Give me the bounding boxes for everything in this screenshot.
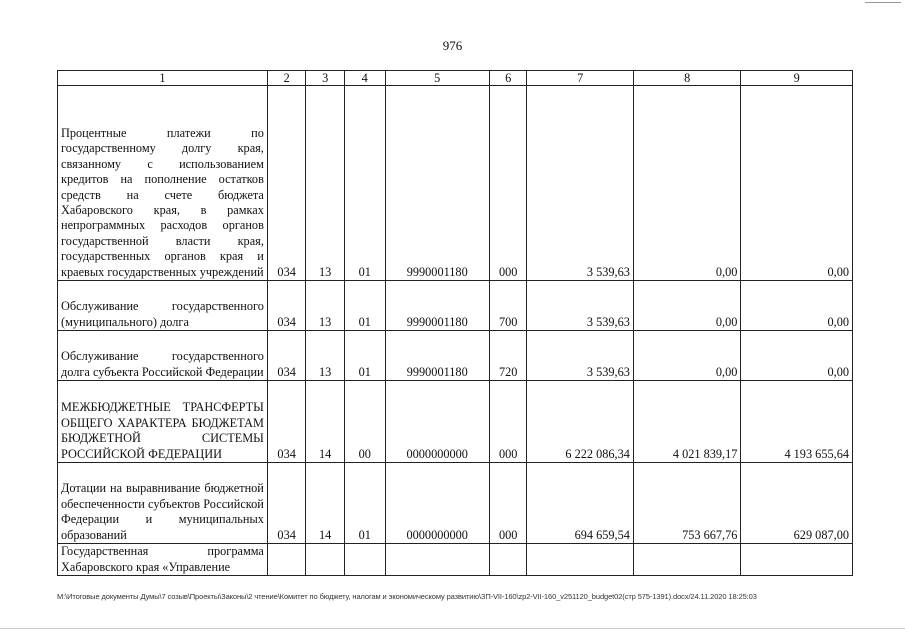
cell-subsection: 01 [344,281,385,331]
table-row [58,86,853,281]
cell-target-article: 9990001180 [385,281,489,331]
cell-subsection: 00 [344,381,385,463]
table-row [58,281,853,331]
row-name: Дотации на выравнивание бюджетной обеспеченности субъектов Российской Федерации и муниципальных образований [58,463,268,544]
file-path-footer: M:\Итоговые документы Думы\7 созыв\Проекты\Законы\2 чтение\Комитет по бюджету, налогам и экономическому развитию\ЗП-VII-160\zp2-VII-160_v251120_budget02(стр 575-1391).docx/24.11.2020 18:25:03 [57,592,757,601]
cell-target-article [385,544,489,576]
table-row [58,331,853,381]
page-number: 976 [442,38,463,53]
cell-amount-year3: 0,00 [741,86,853,281]
cell-amount-year3: 0,00 [741,281,853,331]
column-header: 6 [489,71,527,86]
column-header: 8 [633,71,740,86]
cell-ministry-code [267,544,306,576]
scan-edge-line [0,628,905,629]
cell-ministry-code: 034 [267,381,306,463]
cell-section: 13 [306,331,345,381]
cell-amount-year2: 0,00 [633,86,740,281]
cell-amount-year2: 753 667,76 [633,463,740,544]
cell-section: 14 [306,463,345,544]
cell-amount-year1: 3 539,63 [527,331,633,381]
budget-table [57,70,853,576]
cell-amount-year2: 0,00 [633,331,740,381]
cell-amount-year3: 4 193 655,64 [741,381,853,463]
cell-ministry-code: 034 [267,463,306,544]
table-row [58,463,853,544]
cell-target-article: 9990001180 [385,86,489,281]
cell-ministry-code: 034 [267,331,306,381]
cell-amount-year1: 694 659,54 [527,463,633,544]
column-header: 1 [58,71,268,86]
column-header: 5 [385,71,489,86]
cell-subsection: 01 [344,463,385,544]
row-name: Обслуживание государственного долга субъекта Российской Федерации [58,331,268,381]
row-name: МЕЖБЮДЖЕТНЫЕ ТРАНСФЕРТЫ ОБЩЕГО ХАРАКТЕРА БЮДЖЕТАМ БЮДЖЕТНОЙ СИСТЕМЫ РОССИЙСКОЙ ФЕДЕРАЦИИ [58,381,268,463]
table-header-row [58,71,853,86]
cell-amount-year2: 0,00 [633,281,740,331]
column-header: 7 [527,71,633,86]
column-header: 4 [344,71,385,86]
table-row [58,381,853,463]
cell-section: 14 [306,381,345,463]
cell-target-article: 9990001180 [385,331,489,381]
cell-expense-type: 000 [489,86,527,281]
table-row [58,544,853,576]
cell-amount-year1: 3 539,63 [527,86,633,281]
cell-target-article: 0000000000 [385,463,489,544]
cell-amount-year1: 6 222 086,34 [527,381,633,463]
row-name: Государственная программа Хабаровского края «Управление [58,544,268,576]
cell-section [306,544,345,576]
cell-amount-year2 [633,544,740,576]
cell-target-article: 0000000000 [385,381,489,463]
cell-amount-year1 [527,544,633,576]
cell-amount-year3: 629 087,00 [741,463,853,544]
cell-expense-type: 000 [489,463,527,544]
cell-amount-year3: 0,00 [741,331,853,381]
cell-ministry-code: 034 [267,86,306,281]
cell-subsection [344,544,385,576]
cell-section: 13 [306,86,345,281]
row-name: Обслуживание государственного (муниципального) долга [58,281,268,331]
cell-expense-type: 000 [489,381,527,463]
cell-amount-year3 [741,544,853,576]
column-header: 9 [741,71,853,86]
column-header: 3 [306,71,345,86]
column-header: 2 [267,71,306,86]
cell-ministry-code: 034 [267,281,306,331]
cell-amount-year1: 3 539,63 [527,281,633,331]
cell-amount-year2: 4 021 839,17 [633,381,740,463]
cell-subsection: 01 [344,331,385,381]
cell-expense-type: 720 [489,331,527,381]
cell-section: 13 [306,281,345,331]
cell-expense-type [489,544,527,576]
scan-corner-mark [865,2,901,3]
cell-expense-type: 700 [489,281,527,331]
row-name: Процентные платежи по государственному долгу края, связанному с использованием кредитов на пополнение остатков средств на счете бюджета Хабаровского края, в рамках непрограммных расходов органов государственной власти края, государственных органов края и краевых государственных учреждений [58,86,268,281]
cell-subsection: 01 [344,86,385,281]
